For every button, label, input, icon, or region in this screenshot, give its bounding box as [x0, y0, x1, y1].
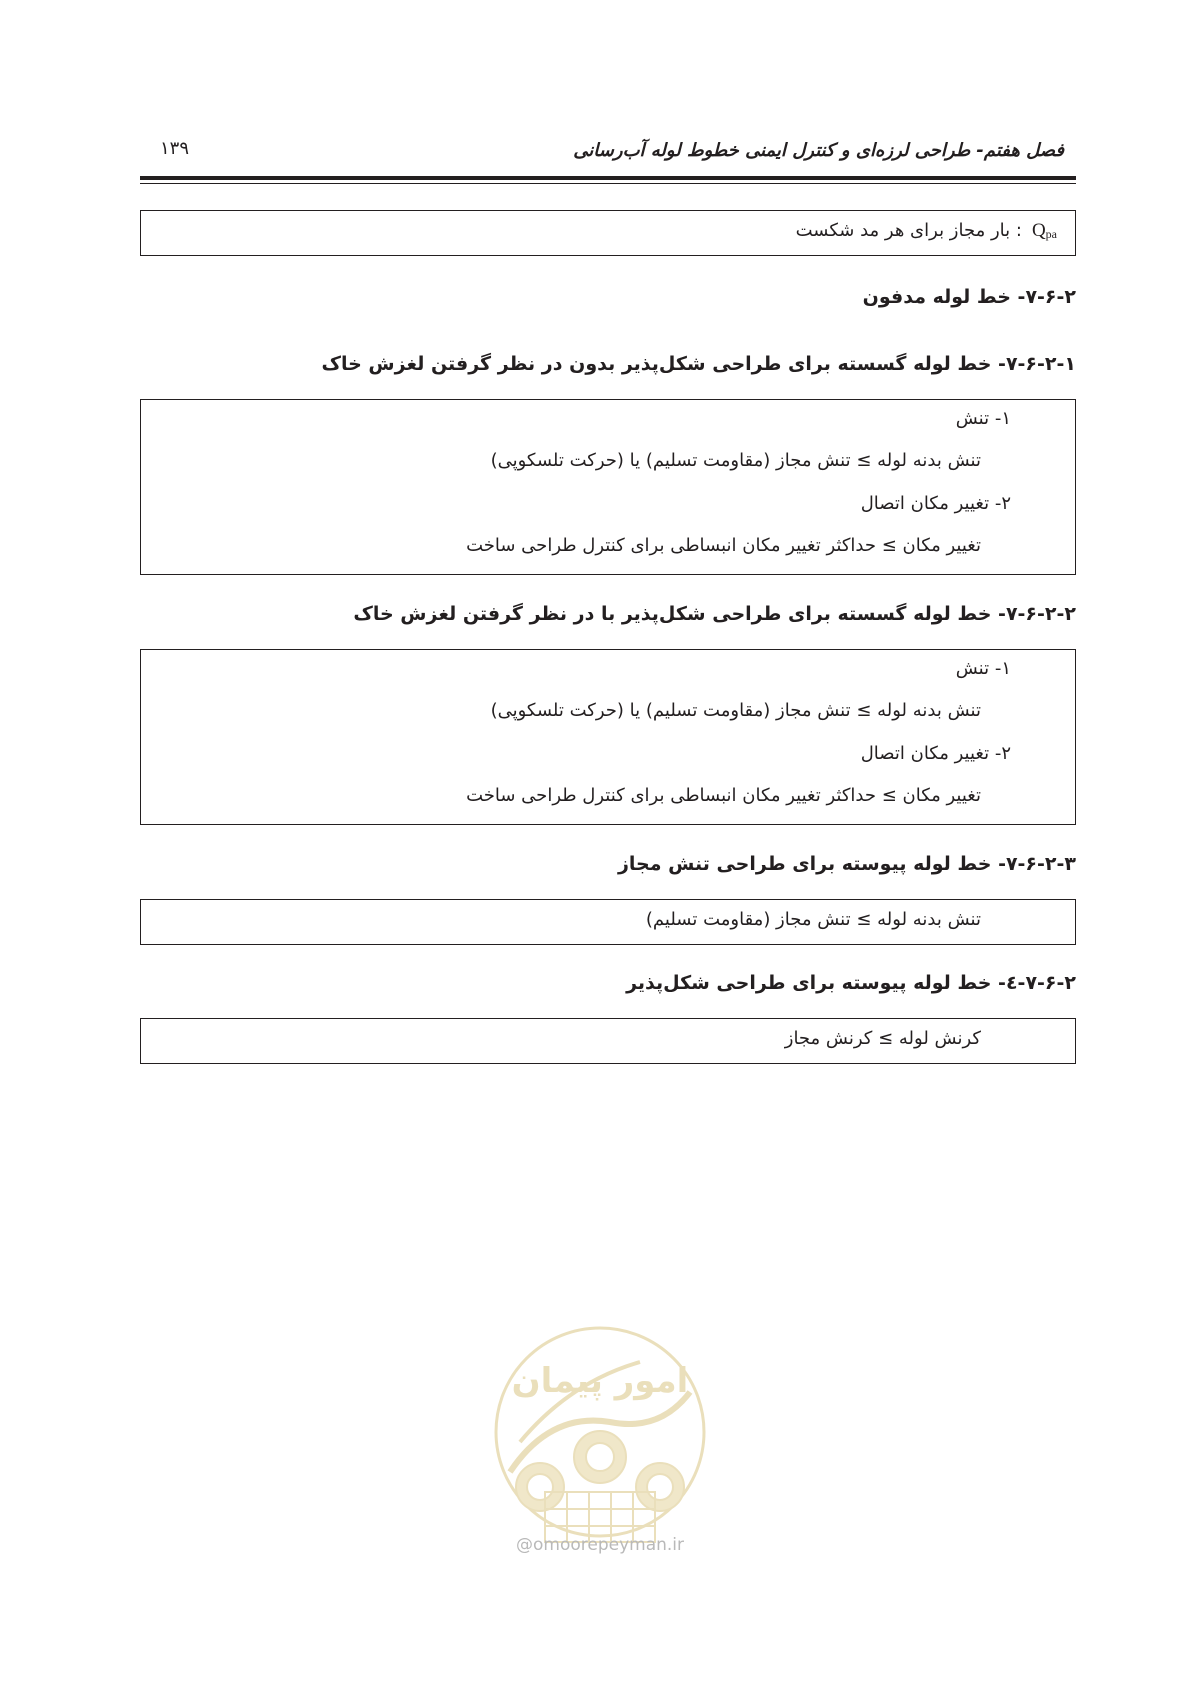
subsection-heading-3: ۷-۶-۲-۳- خط لوله پیوسته برای طراحی تنش مجاز [617, 853, 1076, 875]
section-heading-buried-pipeline: ۷-۶-۲- خط لوله مدفون [862, 286, 1076, 308]
subsection-box-1 [140, 399, 1076, 575]
item-title-joint-displacement: ۲- تغییر مکان اتصال [860, 493, 1011, 514]
running-header [140, 136, 1076, 172]
definition-text: : بار مجاز برای هر مد شکست [795, 220, 1022, 241]
item-title-stress: ۱- تنش [955, 658, 1011, 679]
header-rule-thin [140, 183, 1076, 184]
subsection-box-2 [140, 649, 1076, 825]
chapter-title: فصل هفتم- طراحی لرزه‌ای و کنترل ایمنی خطوط لوله آب‌رسانی [573, 140, 1064, 161]
subsection-heading-2: ۷-۶-۲-۲- خط لوله گسسته برای طراحی شکل‌پذیر با در نظر گرفتن لغزش خاک [353, 603, 1076, 625]
item-title-stress: ۱- تنش [955, 408, 1011, 429]
qpa-symbol: $Q_{pa}$ [1031, 220, 1057, 241]
definition-box [140, 210, 1076, 256]
subsection-heading-4: ۷-۶-۲-٤- خط لوله پیوسته برای طراحی شکل‌پذیر [626, 972, 1076, 994]
item-text-stress: تنش بدنه لوله ≥ تنش مجاز (مقاومت تسلیم) یا (حرکت تلسکوپی) [490, 700, 981, 721]
svg-text:امور پیمان: امور پیمان [511, 1361, 689, 1401]
header-rule-thick [140, 176, 1076, 180]
definition-line [796, 220, 1057, 242]
watermark-url: @omoorepeyman.ir [515, 1535, 685, 1555]
allowable-strain-text: کرنش لوله ≥ کرنش مجاز [784, 1028, 981, 1049]
item-text-joint-displacement: تغییر مکان ≥ حداکثر تغییر مکان انبساطی برای کنترل طراحی ساخت [466, 785, 981, 806]
subsection-box-4 [140, 1018, 1076, 1064]
page-number: ۱۳۹ [160, 138, 190, 159]
item-text-stress: تنش بدنه لوله ≥ تنش مجاز (مقاومت تسلیم) یا (حرکت تلسکوپی) [490, 450, 981, 471]
item-title-joint-displacement: ۲- تغییر مکان اتصال [860, 743, 1011, 764]
subsection-heading-1: ۷-۶-۲-۱- خط لوله گسسته برای طراحی شکل‌پذیر بدون در نظر گرفتن لغزش خاک [321, 353, 1076, 375]
item-text-joint-displacement: تغییر مکان ≥ حداکثر تغییر مکان انبساطی برای کنترل طراحی ساخت [466, 535, 981, 556]
allowable-stress-text: تنش بدنه لوله ≥ تنش مجاز (مقاومت تسلیم) [645, 909, 981, 930]
subsection-box-3 [140, 899, 1076, 945]
